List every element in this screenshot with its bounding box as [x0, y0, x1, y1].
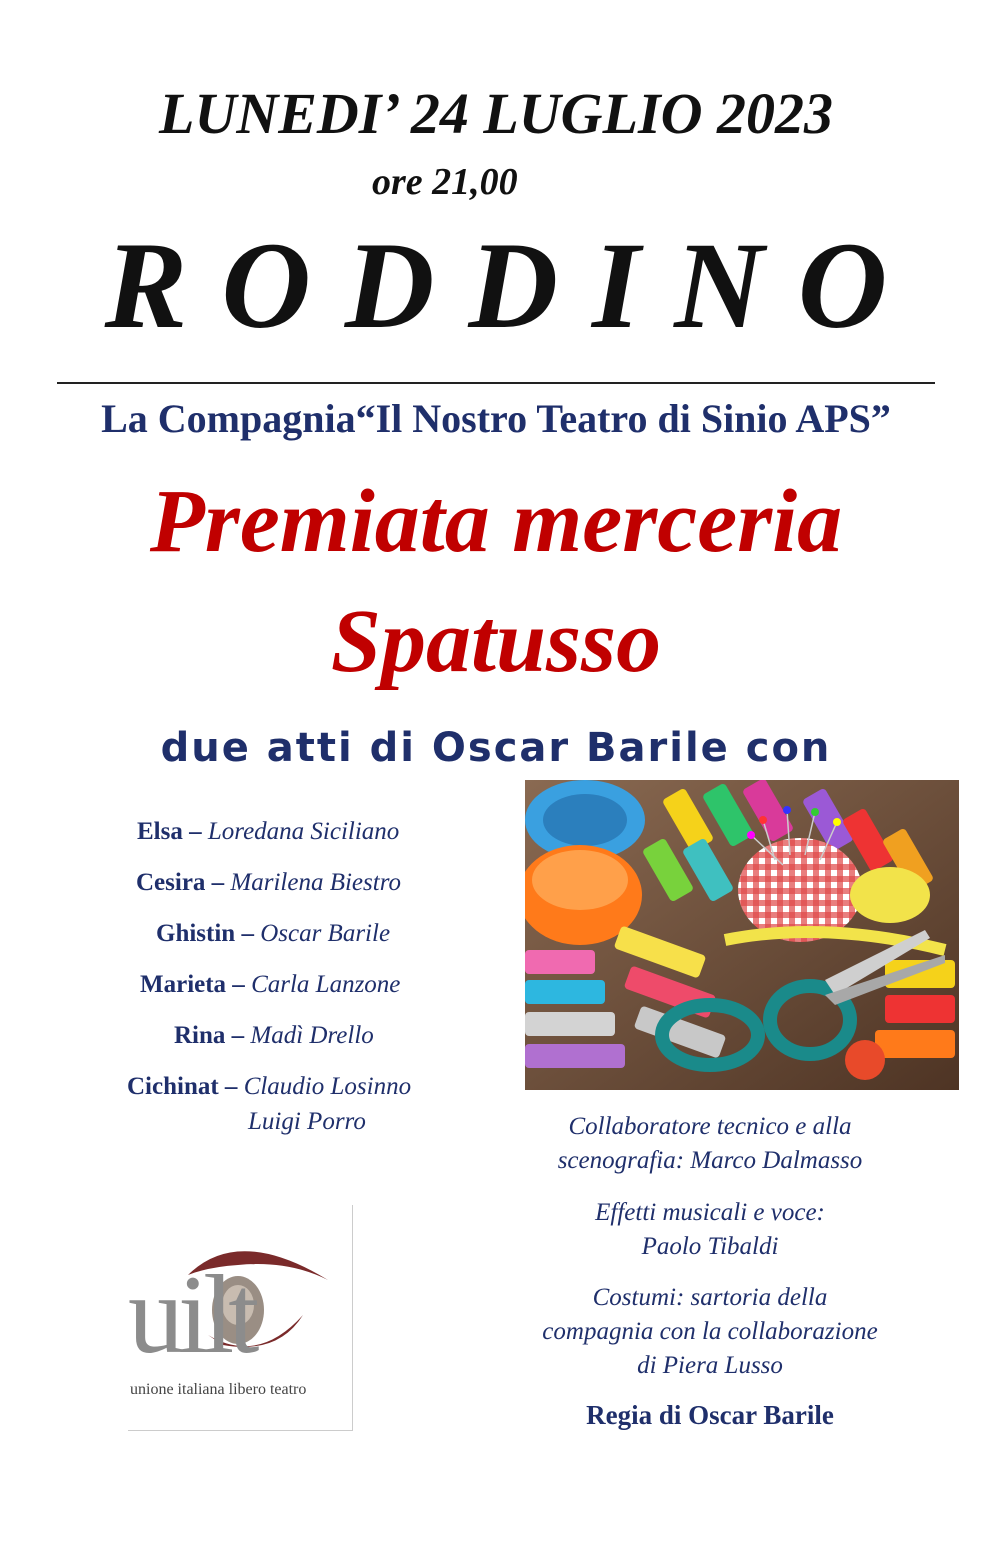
director-credit: Regia di Oscar Barile: [586, 1400, 834, 1430]
cast-item: [137, 818, 399, 846]
cast-item: [127, 1073, 411, 1101]
play-title-line2: Spatusso: [330, 592, 662, 691]
cast-actor: Claudio Losinno: [243, 1073, 412, 1100]
credit-line: Costumi: sartoria della: [592, 1284, 828, 1311]
event-town: RODDINO: [104, 217, 922, 354]
credit-line: compagnia con la collaborazione: [542, 1318, 878, 1345]
cast-role: Elsa –: [137, 818, 202, 845]
cast-item-continued: [248, 1108, 366, 1136]
cast-item: [136, 869, 401, 897]
credit-costumes: [510, 1281, 910, 1383]
event-date: LUNEDI’ 24 LUGLIO 2023: [159, 81, 833, 146]
sewing-supplies-illustration: [525, 780, 959, 1090]
cast-actor: Oscar Barile: [260, 920, 391, 947]
cast-role: Cesira –: [136, 869, 225, 896]
credit-line: Effetti musicali e voce:: [595, 1199, 825, 1226]
cast-actor: Carla Lanzone: [251, 971, 401, 998]
sewing-supplies-photo: [525, 780, 959, 1090]
logo-letters: uilt: [128, 1253, 254, 1377]
play-subtitle: due atti di Oscar Barile con: [160, 725, 832, 771]
credit-line: scenografia: Marco Dalmasso: [557, 1147, 863, 1174]
company-name: La Compagnia“Il Nostro Teatro di Sinio APS”: [101, 396, 891, 441]
divider: [57, 382, 935, 384]
uilt-logo: [128, 1205, 353, 1431]
cast-actor: Loredana Siciliano: [207, 818, 400, 845]
play-title-line1: Premiata merceria: [149, 472, 843, 571]
credit-music: [530, 1196, 890, 1264]
credit-technical: [530, 1110, 890, 1178]
logo-caption: unione italiana libero teatro: [130, 1381, 307, 1398]
cast-actor: Marilena Biestro: [230, 869, 402, 896]
event-time: ore 21,00: [372, 161, 518, 203]
cast-role: Rina –: [174, 1022, 245, 1049]
cast-item: [156, 920, 390, 948]
cast-role: Cichinat –: [127, 1073, 238, 1100]
credit-line: Paolo Tibaldi: [641, 1233, 779, 1260]
credit-line: di Piera Lusso: [637, 1352, 783, 1379]
cast-actor: Madì Drello: [250, 1022, 374, 1049]
credit-line: Collaboratore tecnico e alla: [568, 1113, 852, 1140]
cast-item: [140, 971, 400, 999]
cast-role: Marieta –: [140, 971, 245, 998]
cast-actor: Luigi Porro: [248, 1108, 366, 1135]
cast-role: Ghistin –: [156, 920, 254, 947]
cast-item: [174, 1022, 374, 1050]
